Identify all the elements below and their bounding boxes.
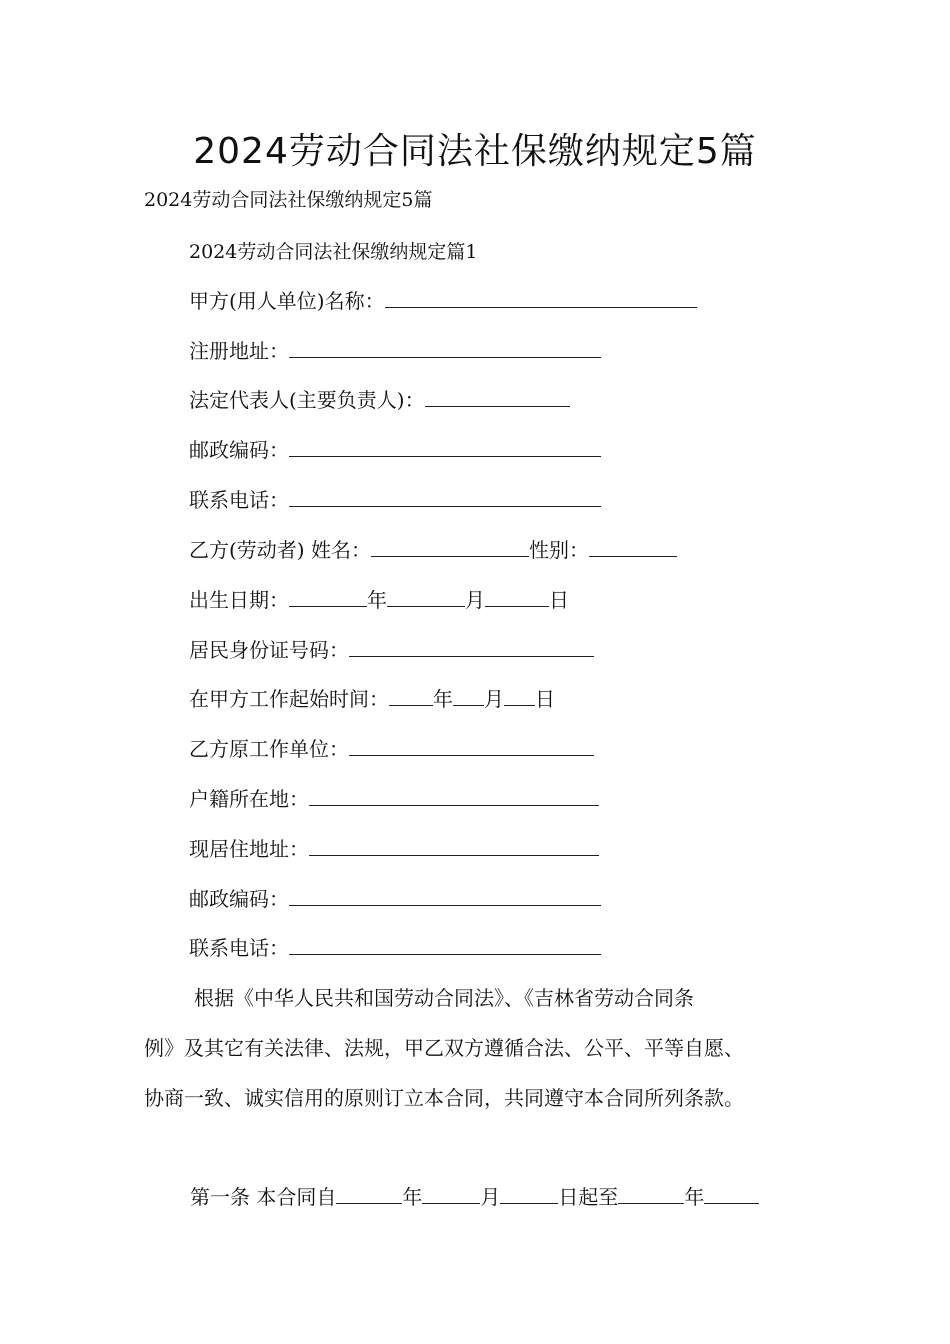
household-reg-row (189, 785, 599, 813)
registered-address-label: 注册地址： (189, 339, 289, 363)
start-year-blank[interactable] (389, 685, 433, 706)
employer-name-row (189, 287, 697, 315)
employee-name-label: 乙方(劳动者) 姓名： (189, 538, 371, 562)
article-one-start: 本合同自 (256, 1185, 337, 1209)
article-one (190, 1183, 759, 1211)
article-day-blank[interactable] (500, 1183, 558, 1204)
current-address-blank[interactable] (309, 835, 599, 856)
article-year2-blank[interactable] (618, 1183, 684, 1204)
article-day-from-label: 日起至 (558, 1185, 619, 1209)
birth-date-row (189, 586, 569, 614)
legal-rep-label: 法定代表人(主要负责人)： (189, 388, 425, 412)
household-reg-blank[interactable] (309, 785, 599, 806)
birth-month-label: 月 (465, 588, 485, 612)
legal-rep-row (189, 386, 570, 414)
article-month-label: 月 (480, 1185, 501, 1209)
id-number-label: 居民身份证号码： (189, 638, 349, 662)
article-year-label: 年 (402, 1185, 423, 1209)
employer-name-label: 甲方(用人单位)名称： (189, 289, 385, 313)
postal-code-blank-2[interactable] (289, 885, 601, 906)
article-month-blank[interactable] (422, 1183, 480, 1204)
employer-name-blank[interactable] (385, 287, 697, 308)
document-subtitle: 2024劳动合同法社保缴纳规定5篇 (144, 189, 433, 211)
current-address-label: 现居住地址： (189, 837, 309, 861)
section-heading: 2024劳动合同法社保缴纳规定篇1 (189, 241, 478, 263)
employee-row (189, 536, 677, 564)
article-one-label: 第一条 (190, 1185, 250, 1209)
start-month-label: 月 (484, 687, 504, 711)
gender-label: 性别： (528, 538, 589, 562)
legal-rep-blank[interactable] (425, 386, 570, 407)
postal-code-row-1 (189, 436, 601, 464)
start-time-label: 在甲方工作起始时间： (189, 687, 389, 711)
start-month-blank[interactable] (453, 685, 484, 706)
employee-name-blank[interactable] (371, 536, 529, 557)
article-year2-label: 年 (684, 1185, 705, 1209)
start-year-label: 年 (433, 687, 453, 711)
start-time-row (189, 685, 555, 713)
postal-code-label-1: 邮政编码： (189, 438, 289, 462)
current-address-row (189, 835, 599, 863)
article-tail-blank[interactable] (704, 1183, 759, 1204)
article-year-blank[interactable] (336, 1183, 402, 1204)
prev-employer-blank[interactable] (349, 735, 594, 756)
preamble-line-2: 例》及其它有关法律、法规，甲乙双方遵循合法、公平、平等自愿、 (144, 1036, 744, 1060)
phone-blank-1[interactable] (289, 486, 601, 507)
birth-day-label: 日 (549, 588, 569, 612)
preamble-line-3: 协商一致、诚实信用的原则订立本合同，共同遵守本合同所列条款。 (144, 1086, 744, 1110)
postal-code-blank-1[interactable] (289, 436, 601, 457)
preamble-line-1: 根据《中华人民共和国劳动合同法》、《吉林省劳动合同条 (194, 986, 694, 1010)
phone-label-1: 联系电话： (189, 488, 289, 512)
phone-label-2: 联系电话： (189, 936, 289, 960)
household-reg-label: 户籍所在地： (189, 787, 309, 811)
phone-row-1 (189, 486, 601, 514)
birth-day-blank[interactable] (485, 586, 549, 607)
birth-year-blank[interactable] (289, 586, 367, 607)
preamble-paragraph (144, 973, 844, 1123)
document-title: 2024劳动合同法社保缴纳规定5篇 (193, 131, 757, 172)
gender-blank[interactable] (589, 536, 677, 557)
birth-month-blank[interactable] (387, 586, 465, 607)
id-number-row (189, 636, 594, 664)
postal-code-row-2 (189, 885, 601, 913)
birth-year-label: 年 (367, 588, 387, 612)
start-day-label: 日 (535, 687, 555, 711)
id-number-blank[interactable] (349, 636, 594, 657)
prev-employer-label: 乙方原工作单位： (189, 737, 349, 761)
registered-address-blank[interactable] (289, 337, 601, 358)
postal-code-label-2: 邮政编码： (189, 887, 289, 911)
start-day-blank[interactable] (504, 685, 535, 706)
registered-address-row (189, 337, 601, 365)
birth-date-label: 出生日期： (189, 588, 289, 612)
phone-blank-2[interactable] (289, 934, 601, 955)
phone-row-2 (189, 934, 601, 962)
prev-employer-row (189, 735, 594, 763)
